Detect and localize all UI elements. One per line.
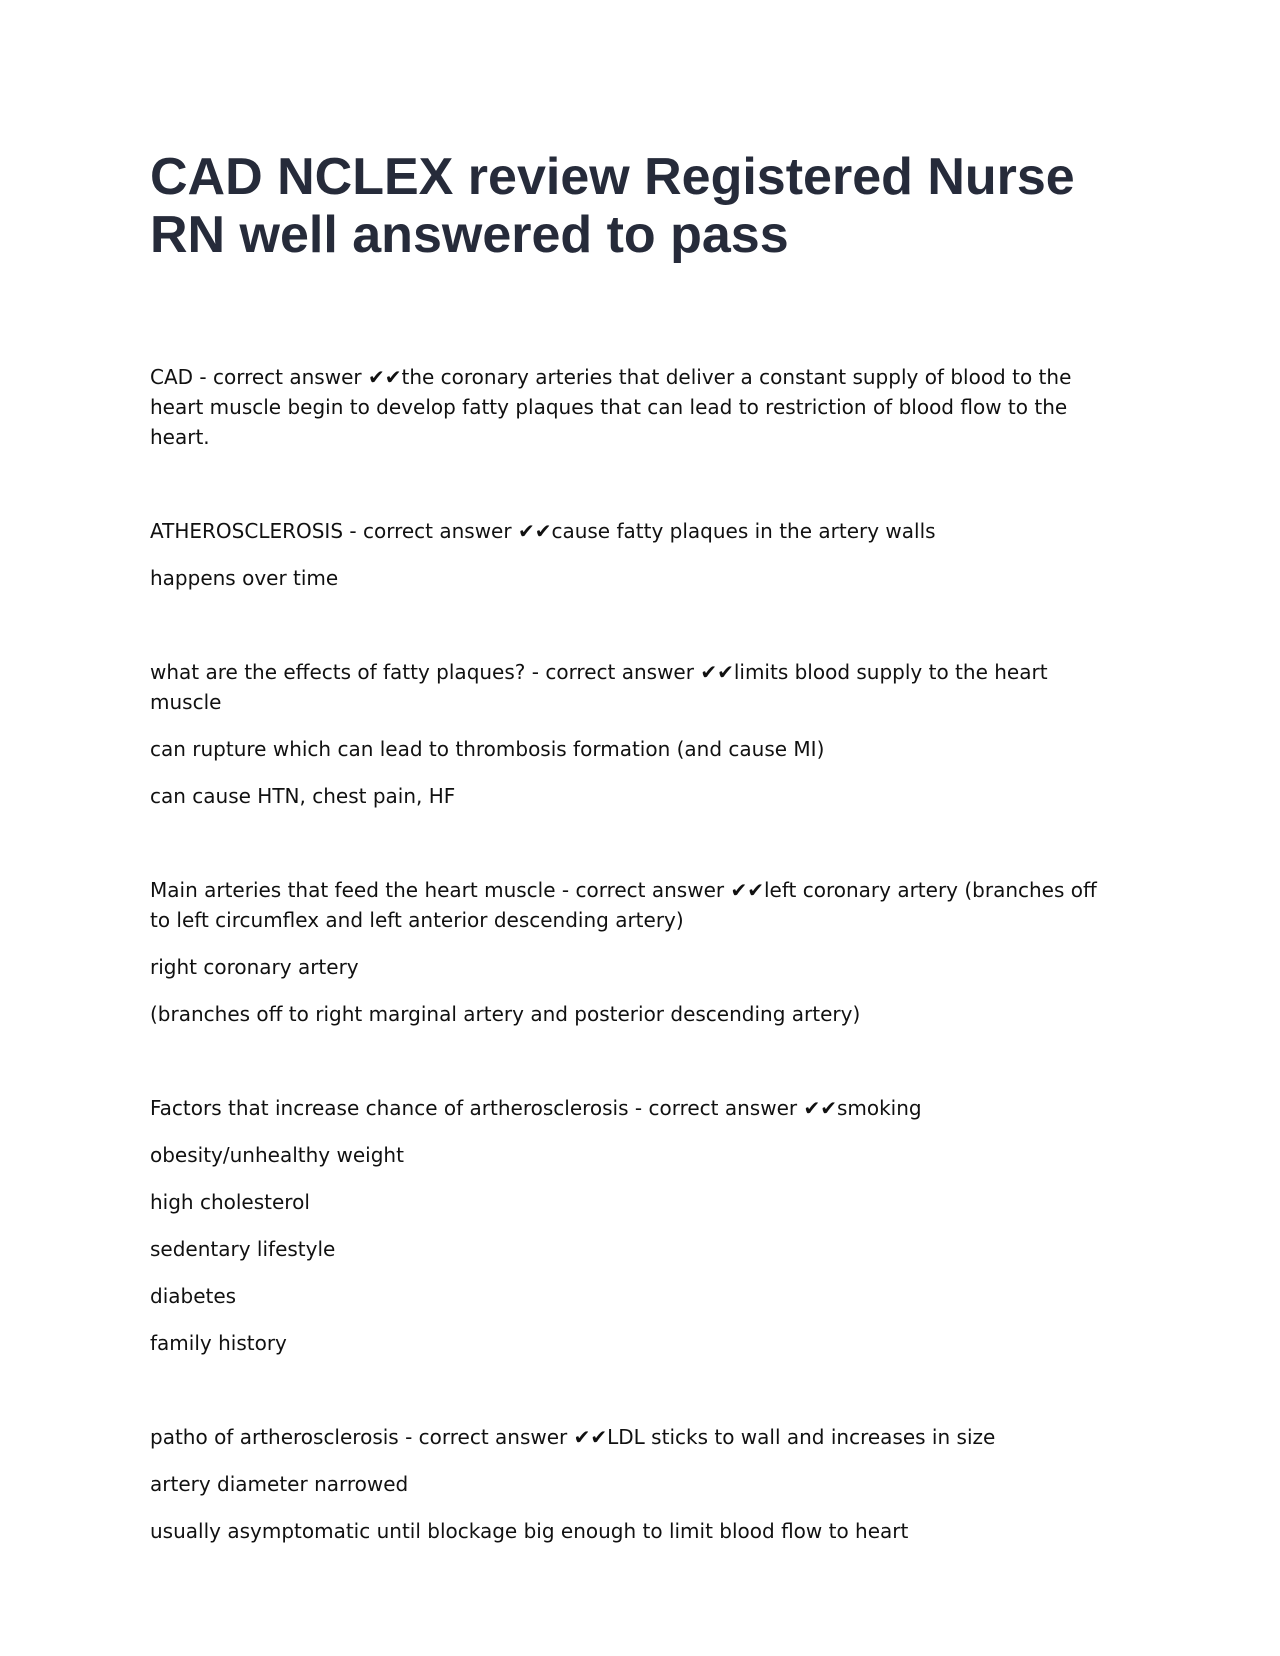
entry-line: obesity/unhealthy weight	[150, 1143, 404, 1167]
document-title: CAD NCLEX review Registered Nurse RN well answered to pass	[150, 148, 1075, 264]
qa-entry-risk-factors	[150, 1093, 1110, 1358]
entry-line: happens over time	[150, 566, 339, 590]
document-content	[150, 362, 1110, 1546]
entry-line: usually asymptomatic until blockage big enough to limit blood flow to heart	[150, 1519, 909, 1543]
entry-line: sedentary lifestyle	[150, 1237, 336, 1261]
qa-entry-fatty-plaque-effects	[150, 657, 1110, 811]
entry-line: can rupture which can lead to thrombosis formation (and cause MI)	[150, 737, 825, 761]
entry-line: family history	[150, 1331, 287, 1355]
entry-line: right coronary artery	[150, 955, 359, 979]
entry-line: Main arteries that feed the heart muscle - correct answer ✔✔left coronary artery (branches off to left circumflex and left anterior descending artery)	[150, 878, 1097, 932]
entry-line: high cholesterol	[150, 1190, 310, 1214]
entry-line: CAD - correct answer ✔✔the coronary arteries that deliver a constant supply of blood to the heart muscle begin to develop fatty plaques that can lead to restriction of blood flow to the heart.	[150, 365, 1072, 449]
qa-entry-cad	[150, 362, 1110, 452]
qa-entry-main-arteries	[150, 875, 1110, 1029]
entry-line: ATHEROSCLEROSIS - correct answer ✔✔cause fatty plaques in the artery walls	[150, 519, 936, 543]
entry-line: patho of artherosclerosis - correct answer ✔✔LDL sticks to wall and increases in size	[150, 1425, 996, 1449]
entry-line: artery diameter narrowed	[150, 1472, 409, 1496]
entry-line: can cause HTN, chest pain, HF	[150, 784, 456, 808]
entry-line: what are the effects of fatty plaques? - correct answer ✔✔limits blood supply to the heart muscle	[150, 660, 1048, 714]
qa-entry-atherosclerosis	[150, 516, 1110, 593]
entry-line: Factors that increase chance of artherosclerosis - correct answer ✔✔smoking	[150, 1096, 922, 1120]
entry-line: (branches off to right marginal artery and posterior descending artery)	[150, 1002, 861, 1026]
qa-entry-pathophysiology	[150, 1422, 1110, 1546]
entry-line: diabetes	[150, 1284, 237, 1308]
document-page	[150, 0, 1110, 1610]
